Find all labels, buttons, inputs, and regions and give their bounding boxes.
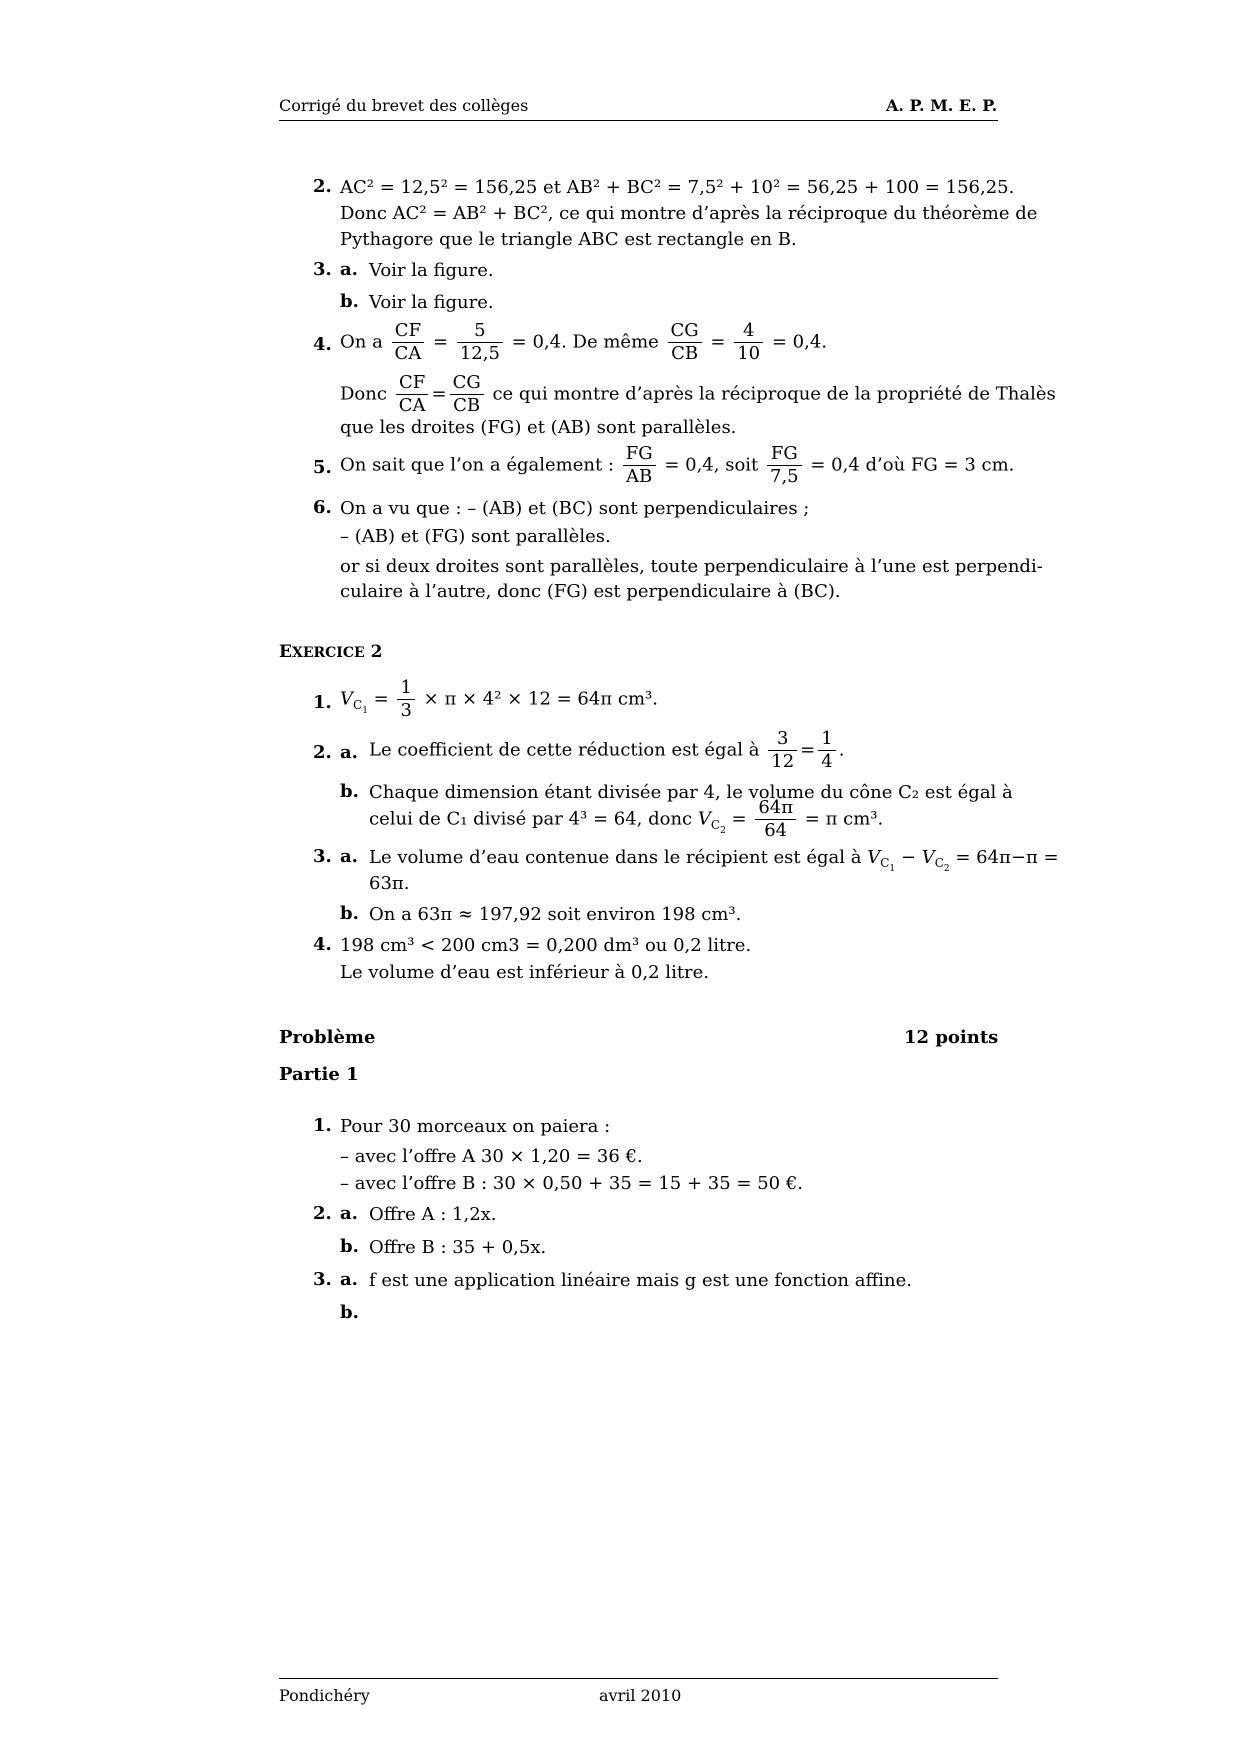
- ex2-q2b-text: celui de C₁ divisé par 4³ = 64, donc: [369, 808, 693, 830]
- header-right: A. P. M. E. P.: [886, 96, 998, 115]
- header-left: Corrigé du brevet des collèges: [279, 96, 529, 115]
- ex2-q2a-letter: a.: [340, 742, 358, 763]
- ex2-q1-number: 1.: [313, 692, 332, 713]
- ex1-q3a-text: Voir la figure.: [369, 260, 494, 281]
- pb-q2a-text: Offre A : 1,2x.: [369, 1204, 497, 1225]
- ex2-q4-line2: Le volume d’eau est inférieur à 0,2 litre.: [340, 962, 710, 983]
- fraction-fg-ab: $\frac{FG}{AB}$: [623, 443, 656, 488]
- pb-q3a-letter: a.: [340, 1269, 358, 1290]
- ex1-q3a-letter: a.: [340, 259, 358, 280]
- ex2-q4-line1: 198 cm³ < 200 cm3 = 0,200 dm³ ou 0,2 litre.: [340, 935, 752, 956]
- ex1-q2-line3: Pythagore que le triangle ABC est rectangle en B.: [340, 229, 797, 250]
- ex1-q6-number: 6.: [313, 497, 332, 518]
- fraction-4-10: $\frac{4}{10}$: [734, 320, 763, 365]
- ex1-q5-text1: On sait que l’on a également :: [340, 454, 614, 476]
- ex1-q4-line2-rest: ce qui montre d’après la réciproque de la propriété de Thalès: [492, 383, 1056, 405]
- ex2-q3a-rest: = 64π−π =: [955, 847, 1059, 868]
- fraction-cf-ca-2: $\frac{CF}{CA}$: [396, 372, 429, 417]
- ex1-q5-line: [340, 443, 1014, 488]
- ex1-q5-text2: = 0,4, soit: [664, 454, 759, 476]
- fraction-5-12-5: $\frac{5}{12,5}$: [457, 320, 503, 365]
- ex1-q5-text3: = 0,4 d’où FG = 3 cm.: [810, 454, 1015, 476]
- ex1-q4-line2: Donc $\frac{CF}{CA}$ = $\frac{CG}{CB}$ ce qui montre d’après la réciproque de la propriété de Thalès: [340, 372, 1056, 416]
- pb-q1-line1: Pour 30 morceaux on paiera :: [340, 1116, 611, 1137]
- ex1-q6-line4: culaire à l’autre, donc (FG) est perpendiculaire à (BC).: [340, 581, 841, 602]
- ex1-q3b-letter: b.: [340, 291, 359, 312]
- ex1-q4-line3: que les droites (FG) et (AB) sont parallèles.: [340, 417, 737, 438]
- ex2-q2b-letter: b.: [340, 781, 359, 802]
- footer-rule: [279, 1678, 998, 1679]
- ex1-q2-line1: AC² = 12,5² = 156,25 et AB² + BC² = 7,5² + 10² = 56,25 + 100 = 156,25.: [340, 177, 1015, 198]
- ex1-q6-line1: On a vu que : – (AB) et (BC) sont perpendiculaires ;: [340, 498, 810, 519]
- ex2-q3a-line1: Le volume d’eau contenue dans le récipient est égal à $V_{C_1} - V_{C_2} = 64\pi-\pi$ =: [369, 847, 1059, 874]
- ex1-q2-line2: Donc AC² = AB² + BC², ce qui montre d’après la réciproque du théorème de: [340, 203, 1038, 224]
- probleme-title: Problème: [279, 1027, 376, 1048]
- pb-q3-number: 3.: [313, 1269, 332, 1290]
- ex1-q5-number: 5.: [313, 457, 332, 478]
- ex1-q2-number: 2.: [313, 176, 332, 197]
- fraction-cg-cb: $\frac{CG}{CB}$: [668, 320, 702, 365]
- header-rule: [279, 120, 998, 121]
- pb-q1-line2: – avec l’offre A 30 × 1,20 = 36 €.: [340, 1146, 643, 1167]
- pb-q2a-letter: a.: [340, 1203, 358, 1224]
- ex2-q2a-text: Le coefficient de cette réduction est égal à: [369, 739, 760, 761]
- ex1-q6-line2: – (AB) et (FG) sont parallèles.: [340, 526, 611, 547]
- ex1-q4-result1: = 0,4. De même: [511, 331, 659, 353]
- ex1-q4-result2: = 0,4.: [771, 331, 828, 353]
- partie-1-title: Partie 1: [279, 1064, 359, 1085]
- ex2-q1-rest: × π × 4² × 12 = 64π cm³.: [423, 688, 658, 710]
- ex2-q3-number: 3.: [313, 846, 332, 867]
- ex1-q4-line1: On a $\frac{CF}{CA}$ = $\frac{5}{12,5}$ = 0,4. De même $\frac{CG}{CB}$ = $\frac{4}{10}$ = 0,4.: [340, 320, 828, 364]
- ex2-q1-line: $V_{C_1}$ = $\frac{1}{3}$ × π × 4² × 12 = 64π cm³.: [340, 677, 658, 721]
- probleme-points: 12 points: [904, 1027, 999, 1048]
- pb-q2b-text: Offre B : 35 + 0,5x.: [369, 1237, 547, 1258]
- pb-q1-number: 1.: [313, 1115, 332, 1136]
- ex1-q4-on-a: On a: [340, 331, 383, 353]
- fraction-cg-cb-2: $\frac{CG}{CB}$: [450, 372, 484, 417]
- pb-q1-line3: – avec l’offre B : 30 × 0,50 + 35 = 15 + 35 = 50 €.: [340, 1173, 804, 1194]
- ex2-q2b-rest: = π cm³.: [804, 808, 884, 830]
- ex2-q3b-text: On a 63π ≈ 197,92 soit environ 198 cm³.: [369, 904, 742, 925]
- ex2-q3b-letter: b.: [340, 903, 359, 924]
- ex2-q3a-line2: 63π.: [369, 873, 410, 894]
- ex2-q2a-line: Le coefficient de cette réduction est égal à $\frac{3}{12}$ = $\frac{1}{4}$ .: [369, 728, 845, 772]
- ex2-q3a-text: Le volume d’eau contenue dans le récipient est égal à: [369, 847, 862, 868]
- ex1-q6-line3: or si deux droites sont parallèles, toute perpendiculaire à l’une est perpendi-: [340, 556, 1043, 577]
- fraction-3-12: $\frac{3}{12}$: [768, 728, 797, 773]
- footer-left: Pondichéry: [279, 1686, 370, 1705]
- ex1-q3b-text: Voir la figure.: [369, 292, 494, 313]
- ex2-q2-number: 2.: [313, 742, 332, 763]
- pb-q2b-letter: b.: [340, 1236, 359, 1257]
- ex1-q4-donc: Donc: [340, 383, 387, 405]
- ex2-q2b-line2: celui de C₁ divisé par 4³ = 64, donc $V_{C_2}$ = $\frac{64\pi}{64}$ = π cm³.: [369, 797, 884, 841]
- ex1-q4-number: 4.: [313, 334, 332, 355]
- ex1-q3-number: 3.: [313, 259, 332, 280]
- ex2-q4-number: 4.: [313, 934, 332, 955]
- ex2-q3a-letter: a.: [340, 846, 358, 867]
- fraction-fg-7-5: $\frac{FG}{7,5}$: [767, 443, 802, 488]
- pb-q3a-text: f est une application linéaire mais g est une fonction affine.: [369, 1270, 912, 1291]
- fraction-64pi-64: $\frac{64\pi}{64}$: [755, 797, 796, 842]
- fraction-cf-ca: $\frac{CF}{CA}$: [392, 320, 425, 365]
- ex2-q2b-line1: Chaque dimension étant divisée par 4, le volume du cône C₂ est égal à: [369, 782, 1013, 803]
- exercise-2-title: EXERCICE 2: [279, 642, 383, 662]
- fraction-1-4: $\frac{1}{4}$: [818, 728, 835, 773]
- pb-q2-number: 2.: [313, 1203, 332, 1224]
- fraction-1-3: $\frac{1}{3}$: [397, 677, 414, 722]
- footer-center: avril 2010: [599, 1686, 682, 1705]
- pb-q3b-letter: b.: [340, 1302, 359, 1323]
